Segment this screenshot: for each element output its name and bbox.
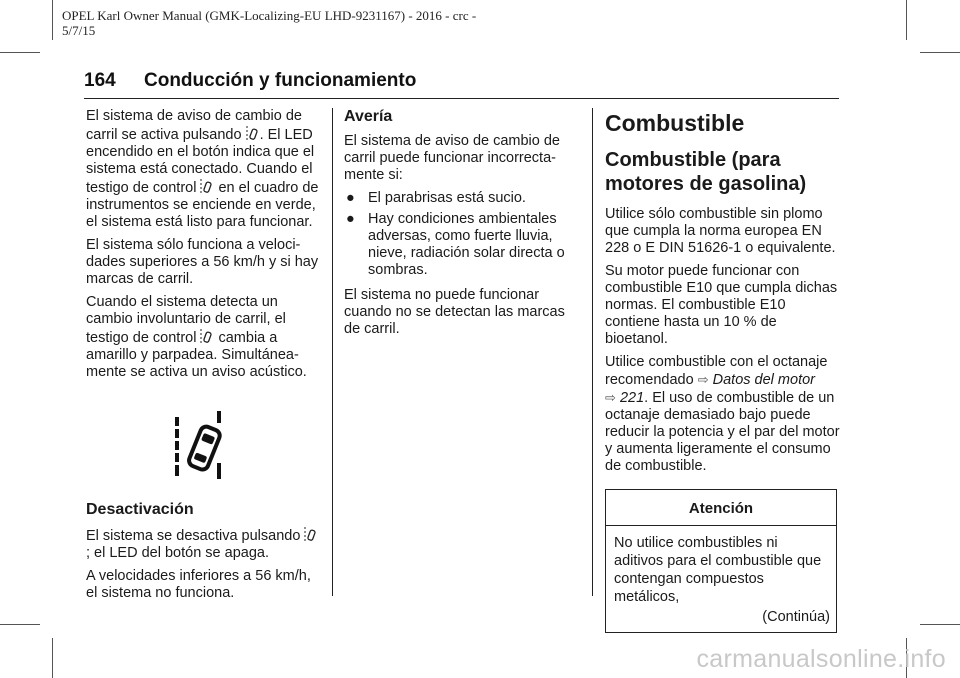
notice-title: Atención	[606, 490, 836, 526]
section-heading: Avería	[344, 108, 393, 125]
cross-reference-link[interactable]: Datos del motor	[712, 372, 815, 388]
crop-mark	[52, 0, 53, 40]
section-heading: Desactivación	[86, 501, 194, 518]
lane-departure-warning-icon	[172, 411, 234, 481]
paragraph: Su motor puede funcionar con combustible E10 que cumpla dichas normas. El combustible E10 contiene hasta un 10 % de bioetanol.	[605, 263, 838, 347]
column-right	[605, 108, 841, 633]
paragraph	[86, 294, 322, 381]
text: . El LED encendido en el botón indica que el sistema está conectado. Cuando el testigo de control	[86, 127, 315, 196]
column-divider	[592, 108, 593, 596]
paragraph	[86, 526, 322, 562]
crop-mark	[0, 52, 40, 53]
meta-date: 5/7/15	[62, 23, 96, 38]
meta-line: OPEL Karl Owner Manual (GMK-Localizing-EU LHD-9231167) - 2016 - crc -	[62, 8, 477, 23]
watermark: carmanualsonline.info	[696, 645, 946, 673]
crop-mark	[52, 638, 53, 678]
bullet-list	[344, 190, 582, 279]
paragraph: El sistema sólo funciona a veloci-dades superiores a 56 km/h y si hay marcas de carril.	[86, 237, 319, 287]
continued-label: (Continúa)	[762, 609, 830, 625]
text: Cuando el sistema detecta un cambio involuntario de carril, el testigo de control	[86, 294, 286, 346]
text: Hay condiciones ambientales adversas, como fuerte lluvia, nieve, radiación solar directa o sombras.	[368, 211, 565, 278]
crop-mark	[920, 624, 960, 625]
header-rule	[84, 98, 839, 99]
document-meta	[62, 8, 522, 38]
crop-mark	[920, 52, 960, 53]
chapter-title: Combustible	[605, 110, 745, 136]
text: ; el LED del botón se apaga.	[86, 545, 269, 561]
list-item	[344, 190, 582, 207]
text: en el cuadro de instrumentos se enciende en verde, el sistema está listo para funcionar.	[86, 180, 319, 230]
lane-departure-icon	[304, 526, 318, 542]
bullet-icon: ●	[346, 211, 355, 227]
column-divider	[332, 108, 333, 596]
page-reference-link[interactable]: 221	[619, 390, 645, 406]
paragraph: A velocidades inferiores a 56 km/h, el sistema no funciona.	[86, 568, 311, 601]
reference-arrow-icon: ⇨	[605, 390, 616, 405]
text: . El uso de combustible de un octanaje demasiado bajo puede reducir la potencia y el par del motor y aumenta ligeramente el consumo de combustible.	[605, 390, 840, 474]
section-title: Conducción y funcionamiento	[144, 70, 417, 91]
column-middle	[344, 108, 582, 344]
crop-mark	[0, 624, 40, 625]
column-left	[86, 108, 322, 608]
text: cambia a amarillo y parpadea. Simultánea-mente se activa un aviso acústico.	[86, 330, 307, 380]
notice-text: No utilice combustibles ni aditivos para el combustible que contengan compuestos metálicos,	[614, 535, 822, 605]
lane-departure-icon	[246, 125, 260, 141]
reference-arrow-icon: ⇨	[697, 372, 709, 387]
text: Utilice combustible con el octanaje recomendado	[605, 354, 828, 388]
text: El sistema se desactiva pulsando	[86, 528, 305, 544]
paragraph: Utilice sólo combustible sin plomo que cumpla la norma europea EN 228 o E DIN 51626-1 o equivalente.	[605, 206, 836, 256]
bullet-icon: ●	[346, 190, 355, 206]
page-header	[84, 70, 844, 92]
text: El parabrisas está sucio.	[368, 190, 526, 206]
lane-departure-icon	[200, 178, 214, 194]
paragraph: El sistema de aviso de cambio de carril puede funcionar incorrecta-mente si:	[344, 133, 560, 183]
list-item	[344, 211, 582, 279]
text: El sistema de aviso de cambio de carril se activa pulsando	[86, 108, 302, 143]
paragraph: El sistema no puede funcionar cuando no se detectan las marcas de carril.	[344, 287, 565, 337]
section-heading: Combustible (para motores de gasolina)	[605, 149, 807, 195]
lane-departure-icon	[200, 328, 214, 344]
notice-body	[606, 526, 836, 632]
notice-box	[605, 489, 837, 633]
crop-mark	[906, 0, 907, 40]
paragraph	[605, 354, 841, 475]
page-number: 164	[84, 70, 116, 91]
paragraph	[86, 108, 322, 231]
